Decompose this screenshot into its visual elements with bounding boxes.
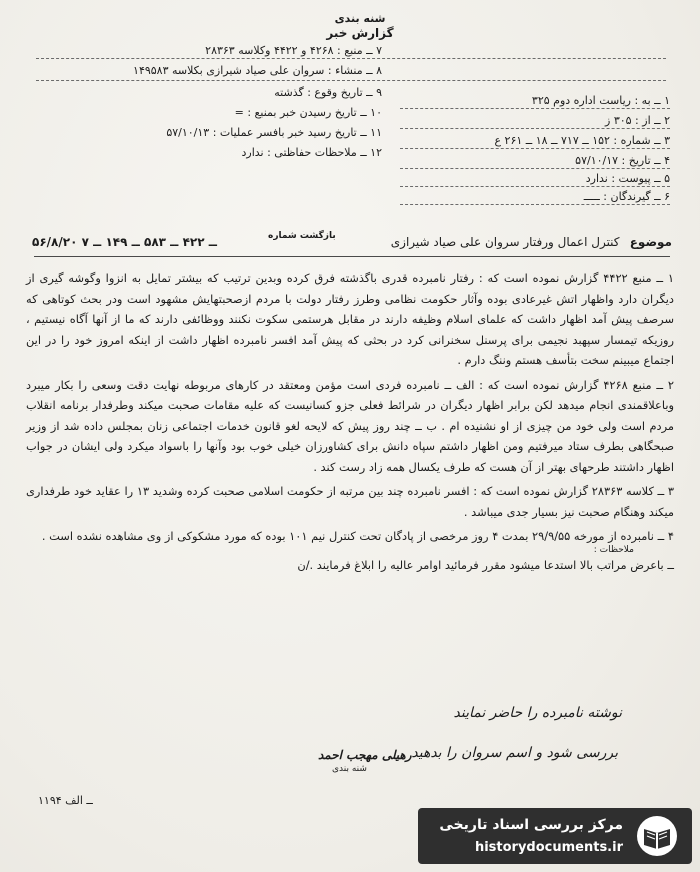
field-origin: ۸ ــ منشاء : سروان علی صیاد شیرازی بکلاسه ۱۴۹۵۸۳	[133, 64, 382, 77]
field-number: ۳ ــ شماره : ۱۵۲ ــ ۷۱۷ ــ ۱۸ ــ ۲۶۱ ع	[494, 134, 670, 147]
field-security-notes: ۱۲ ــ ملاحظات حفاظتی : ندارد	[241, 146, 382, 159]
subject-line	[32, 231, 672, 249]
archive-url: historydocuments.ir	[474, 840, 623, 855]
header-rule	[400, 168, 670, 169]
document-title: گزارش خبر	[326, 26, 394, 40]
book-icon	[632, 813, 682, 859]
handwritten-note: بررسی شود و اسم سروان را بدهید	[411, 745, 618, 761]
return-reference-label: بازگشت شماره	[268, 231, 336, 241]
field-date: ۴ ــ تاریخ : ۵۷/۱۰/۱۷	[575, 154, 670, 167]
header-rule	[400, 186, 670, 187]
reference-number: ۵۶/۸/۲۰ ــ ۴۲۲ ــ ۵۸۳ ــ ۱۴۹ ــ ۷	[32, 235, 217, 249]
field-from: ۲ ــ از : ۳۰۵ ز	[605, 114, 670, 127]
subject-label: موضوع	[629, 235, 672, 249]
field-attachment: ۵ ــ پیوست : ندارد	[585, 172, 670, 185]
footer-code: ۱۱۹۴ ــ الف	[38, 794, 93, 807]
reporter-signature: رهیلی مهجب احمد	[318, 748, 412, 762]
report-body	[26, 268, 674, 579]
classification-label: شنه بندی	[334, 12, 386, 25]
notes-label: ملاحظات :	[593, 544, 634, 555]
subject-underline	[34, 256, 670, 257]
subject-value: کنترل اعمال ورفتار سروان علی صیاد شیرازی	[390, 235, 620, 249]
field-occurrence-date: ۹ ــ تاریخ وقوع : گذشته	[274, 86, 382, 99]
field-received-by-officer: ۱۱ ــ تاریخ رسید خبر بافسر عملیات : ۵۷/۱۰/۱۳	[166, 126, 382, 139]
header-rule	[400, 128, 670, 129]
closing-request: ــ باعرض مراتب بالا استدعا میشود مقرر فرمائید اوامر عالیه را ابلاغ فرمایند ./ن	[297, 557, 674, 572]
report-paragraph: ۴ ــ نامبرده از مورخه ۲۹/۹/۵۵ بمدت ۴ روز مرخصی از پادگان تحت کنترل نیم ۱۰۱ بوده که مورد مشکوکی از وی مشاهده نشده است .	[41, 529, 674, 543]
report-paragraph: ۱ ــ منبع ۴۴۲۲ گزارش نموده است که : رفتار نامبرده قدری باگذشته فرق کرده وبدین ترتیب که بیشتر تمایل به انزوا وگوشه گیری از دیگران دارد واظهار اتش غیرعادی بوده وآثار حکومت نظامی وطرز رفتار دولت با مردم ازصحبتهایش مشهود است ودر بحث کوتاهی که سرصف پیش آمد اظهار داشت که علمای اسلام وظیفه دارند در مقابل هرستمی سکوت نکنند ووظائفی دارند که ما از آنها آگاه نیستیم ، روزیکه تیمسار سپهبد نجیمی برای پرسنل سخنرانی کرد در بحثی که پیش آمد افسر نامبرده اظهار داشت از اینکه امروز خود را در این اجتماع میبینم سخت بتأسف هستم وننگ دارم .	[26, 271, 674, 367]
archive-name: مرکز بررسی اسناد تاریخی	[439, 817, 623, 833]
header-rule	[36, 58, 666, 59]
field-received-by-source: ۱۰ ــ تاریخ رسیدن خبر بمنبع : =	[234, 106, 382, 119]
header-rule	[400, 108, 670, 109]
reporter-classification: شنه بندی	[332, 764, 367, 774]
field-recipients: ۶ ــ گیرندگان : ـــــ	[583, 190, 670, 203]
header-rule	[400, 148, 670, 149]
handwritten-note: نوشته نامبرده را حاضر نمایند	[453, 705, 622, 721]
header-rule	[36, 80, 666, 81]
report-paragraph: ۳ ــ کلاسه ۲۸۳۶۳ گزارش نموده است که : افسر نامبرده چند بین مرتبه از حکومت اسلامی صحبت کرده وشدید ۱۳ را عقاید خود طرفداری میکند وهنگام صحبت نیز بسیار جدی میباشد .	[26, 484, 674, 519]
field-source: ۷ ــ منبع : ۴۲۶۸ و ۴۴۲۲ وکلاسه ۲۸۳۶۳	[205, 44, 382, 57]
header-rule	[400, 204, 670, 205]
field-to: ۱ ــ به : ریاست اداره دوم ۳۲۵	[531, 94, 670, 107]
report-paragraph: ۲ ــ منبع ۴۲۶۸ گزارش نموده است که : الف ــ نامبرده فردی است مؤمن ومعتقد در کارهای مربوطه نهایت دقت وسعی را بکار میبرد وباعلاقمندی انجام میدهد لکن برابر اظهار دیگران در شرائط فعلی جزو کسانیست که علیه مقامات صحبت میکند وطرفدار برنامه انقلاب مردم است ولی خود من چیزی از او نشنیده ام . ب ــ چند روز پیش که لایحه لغو قانون خدمات اجتماعی زنان بمجلس داده شد از وزیر صبحگاهی بطرف ستاد میرفتیم ومن اظهار داشتم سپاه دانش برای کشاورزان خیلی خوب بود وآنها را باسواد میکرد ولی ایشان در جواب اظهار داشتند طرحهای بهتر از آن هست که طرف یکسال همه زاد رست کند .	[26, 377, 674, 474]
